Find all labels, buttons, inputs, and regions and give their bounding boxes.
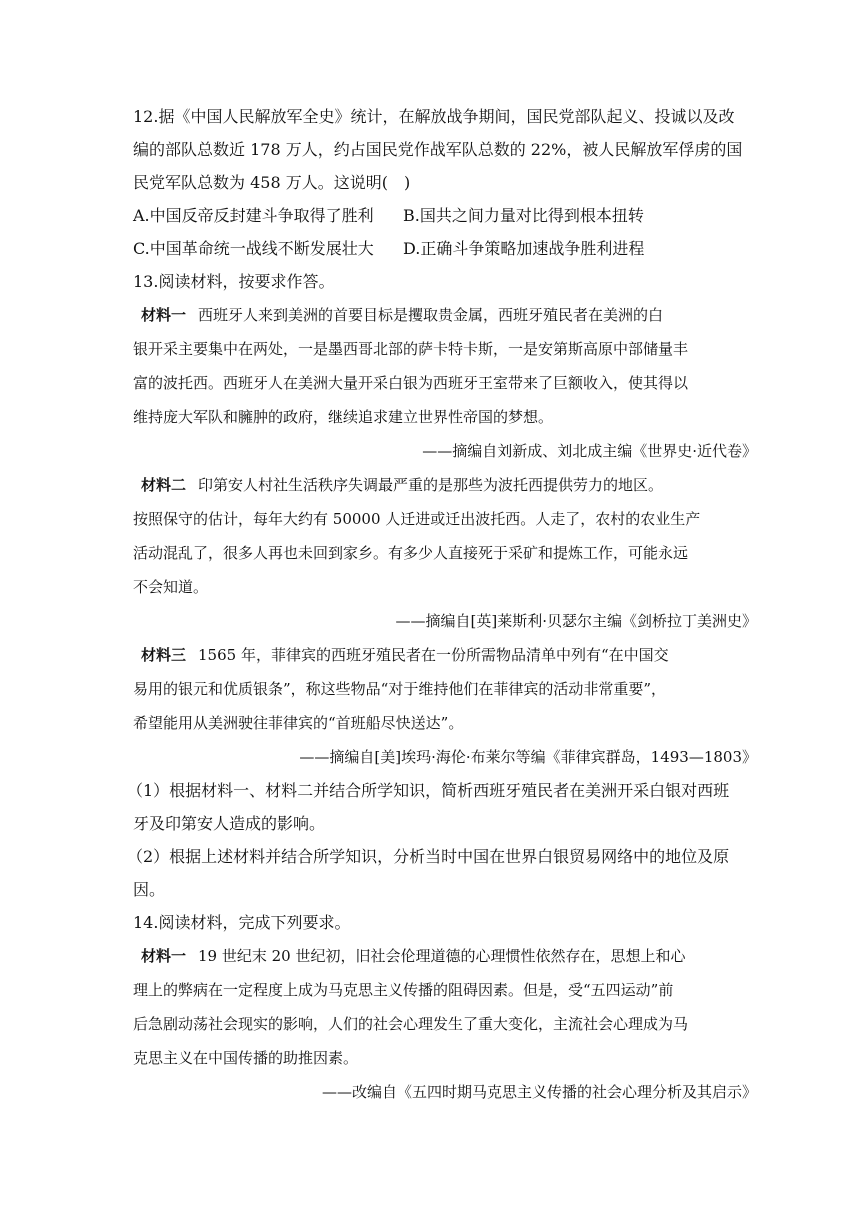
material-label: 材料一: [141, 947, 187, 965]
q12-option-d[interactable]: D.正确斗争策略加速战争胜利进程: [403, 239, 645, 258]
material-line: 活动混乱了，很多人再也未回到家乡。有多少人直接死于采矿和提炼工作，可能永远: [133, 544, 689, 562]
q13-material-1: [133, 298, 757, 468]
material-label: 材料一: [141, 306, 187, 324]
sub-line: 牙及印第安人造成的影响。: [133, 814, 326, 833]
q12-line-2: 编的部队总数近 178 万人，约占国民党作战军队总数的 22%，被人民解放军俘虏的国: [133, 140, 743, 159]
sub-line: （2）根据上述材料并结合所学知识，分析当时中国在世界白银贸易网络中的地位及原: [127, 847, 730, 866]
material-line: [133, 468, 757, 502]
material-line: 按照保守的估计，每年大约有 50000 人迁进或迁出波托西。人走了，农村的农业生产: [133, 510, 701, 528]
material-line: 理上的弊病在一定程度上成为马克思主义传播的阻碍因素。但是，受“五四运动”前: [133, 981, 674, 999]
sub-line: 因。: [133, 880, 166, 899]
q12-line-1: 12.据《中国人民解放军全史》统计，在解放战争期间，国民党部队起义、投诚以及改: [133, 107, 735, 126]
material-text: 西班牙人来到美洲的首要目标是攫取贵金属，西班牙殖民者在美洲的白: [198, 306, 664, 324]
q12-options-row-1: [133, 199, 757, 232]
material-source: ——摘编自[英]莱斯利·贝瑟尔主编《剑桥拉丁美洲史》: [395, 612, 757, 630]
material-text: 印第安人村社生活秩序失调最严重的是那些为波托西提供劳力的地区。: [198, 476, 664, 494]
material-line: [133, 298, 757, 332]
material-source: ——改编自《五四时期马克思主义传播的社会心理分析及其启示》: [321, 1083, 757, 1101]
material-line: [133, 939, 757, 973]
exam-page: [127, 100, 757, 1109]
q13-sub-1: [127, 774, 757, 840]
material-line: 不会知道。: [133, 578, 209, 596]
material-line: 易用的银元和优质银条”，称这些物品“对于维持他们在菲律宾的活动非常重要”，: [133, 680, 667, 698]
material-line: 维持庞大军队和臃肿的政府，继续追求建立世界性帝国的梦想。: [133, 408, 554, 426]
material-source: ——摘编自[美]埃玛·海伦·布莱尔等编《菲律宾群岛，1493—1803》: [299, 748, 757, 766]
material-label: 材料三: [141, 646, 187, 664]
material-line: 后急剧动荡社会现实的影响，人们的社会心理发生了重大变化，主流社会心理成为马: [133, 1015, 689, 1033]
q13-material-2: [133, 468, 757, 638]
material-source: ——摘编自刘新成、刘北成主编《世界史·近代卷》: [422, 442, 757, 460]
question-12: [133, 100, 757, 265]
material-line: 希望能用从美洲驶往菲律宾的“首班船尽快送达”。: [133, 714, 464, 732]
q12-options-row-2: [133, 232, 757, 265]
material-text: 19 世纪末 20 世纪初，旧社会伦理道德的心理惯性依然存在，思想上和心: [198, 947, 686, 965]
question-13: [127, 265, 757, 906]
q12-line-3: 民党军队总数为 458 万人。这说明( ): [133, 173, 411, 192]
sub-line: （1）根据材料一、材料二并结合所学知识，简析西班牙殖民者在美洲开采白银对西班: [127, 781, 730, 800]
q13-stem: 13.阅读材料，按要求作答。: [133, 272, 335, 291]
question-14: [133, 906, 757, 1109]
material-line: 克思主义在中国传播的助推因素。: [133, 1049, 359, 1067]
q13-material-3: [133, 638, 757, 774]
material-label: 材料二: [141, 476, 187, 494]
material-line: 富的波托西。西班牙人在美洲大量开采白银为西班牙王室带来了巨额收入，使其得以: [133, 374, 689, 392]
q12-option-a[interactable]: A.中国反帝反封建斗争取得了胜利: [133, 206, 374, 225]
material-line: [133, 638, 757, 672]
q14-stem: 14.阅读材料，完成下列要求。: [133, 913, 351, 932]
material-line: 银开采主要集中在两处，一是墨西哥北部的萨卡特卡斯，一是安第斯高原中部储量丰: [133, 340, 689, 358]
q13-sub-2: [127, 840, 757, 906]
q12-option-b[interactable]: B.国共之间力量对比得到根本扭转: [403, 206, 644, 225]
material-text: 1565 年，菲律宾的西班牙殖民者在一份所需物品清单中列有“在中国交: [198, 646, 669, 664]
q12-option-c[interactable]: C.中国革命统一战线不断发展壮大: [133, 239, 374, 258]
